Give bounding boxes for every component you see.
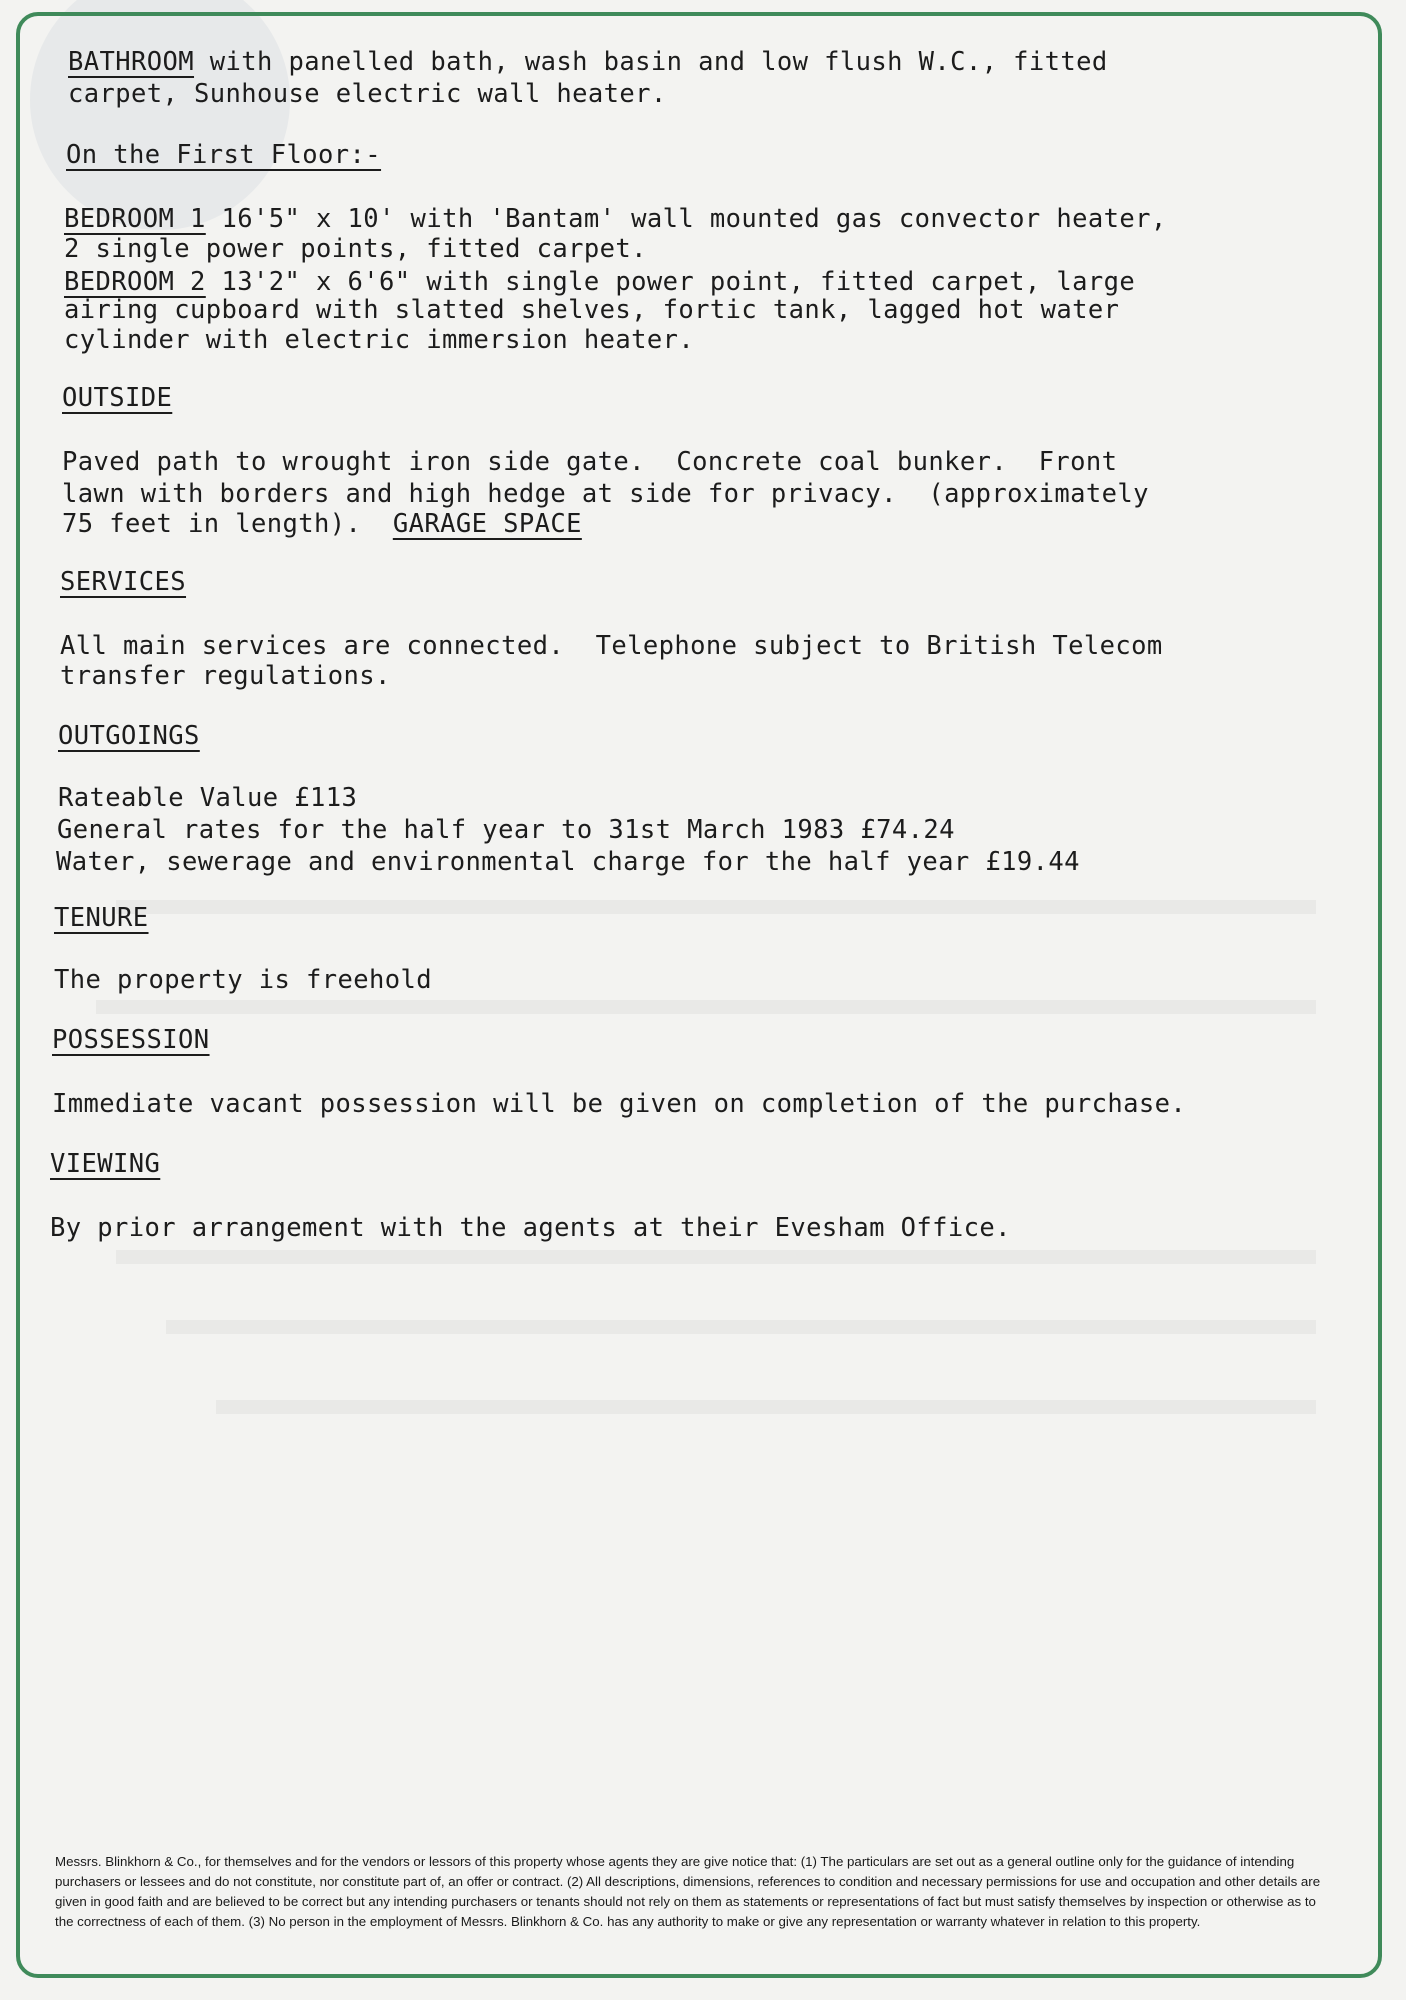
viewing-line-1: By prior arrangement with the agents at their Evesham Office. bbox=[50, 1213, 1011, 1243]
possession-line-1: Immediate vacant possession will be given on completion of the purchase. bbox=[52, 1089, 1187, 1119]
tenure-heading: TENURE bbox=[54, 903, 149, 933]
bathroom-text: with panelled bath, wash basin and low flush W.C., fitted bbox=[194, 47, 1108, 77]
bedroom1-heading: BEDROOM 1 bbox=[64, 204, 206, 234]
services-heading: SERVICES bbox=[60, 567, 187, 597]
outside-text: 75 feet in length). bbox=[62, 509, 393, 539]
bedroom2-text: 13'2" x 6'6" with single power point, fitted carpet, large bbox=[205, 267, 1136, 297]
bedroom1-line-2: 2 single power points, fitted carpet. bbox=[64, 234, 647, 264]
viewing-heading: VIEWING bbox=[50, 1149, 161, 1179]
outgoings-line-1: Rateable Value £113 bbox=[58, 783, 358, 813]
outgoings-heading: OUTGOINGS bbox=[58, 721, 200, 751]
legal-disclaimer: Messrs. Blinkhorn & Co., for themselves and for the vendors or lessors of this property whose agents they are give notice that: (1) The particulars are set out as a general outline only for the guidance of intending purchasers or lessees and do not constitute, nor constitute part of, an offer or contract. (2) All descriptions, dimensions, references to condition and necessary permissions for use and occupation and other details are given in good faith and are believed to be correct but any intending purchasers or tenants should not rely on them as statements or representations of fact but must satisfy themselves by inspection or otherwise as to the correctness of each of them. (3) No person in the employment of Messrs. Blinkhorn & Co. has any authority to make or give any representation or warranty whatever in relation to this property. bbox=[55, 1854, 1321, 1929]
outgoings-line-3: Water, sewerage and environmental charge for the half year £19.44 bbox=[56, 847, 1080, 877]
first-floor-heading: On the First Floor:- bbox=[66, 140, 382, 170]
bathroom-line-1 bbox=[68, 47, 1108, 77]
tenure-line-1: The property is freehold bbox=[54, 965, 433, 995]
outside-line-1: Paved path to wrought iron side gate. Concrete coal bunker. Front bbox=[62, 447, 1118, 477]
bedroom2-line-3: cylinder with electric immersion heater. bbox=[64, 325, 695, 355]
outside-heading: OUTSIDE bbox=[62, 383, 173, 413]
services-line-1: All main services are connected. Telephone subject to British Telecom bbox=[60, 631, 1163, 661]
bathroom-heading: BATHROOM bbox=[68, 47, 195, 77]
bedroom1-line-1 bbox=[64, 204, 1167, 234]
outgoings-line-2: General rates for the half year to 31st March 1983 £74.24 bbox=[57, 815, 955, 845]
services-line-2: transfer regulations. bbox=[60, 661, 391, 691]
garage-space-heading: GARAGE SPACE bbox=[392, 509, 582, 539]
outside-line-2: lawn with borders and high hedge at side for privacy. (approximately bbox=[62, 479, 1149, 509]
bedroom2-line-2: airing cupboard with slatted shelves, fortic tank, lagged hot water bbox=[64, 295, 1120, 325]
bedroom2-heading: BEDROOM 2 bbox=[64, 267, 206, 297]
outside-line-3 bbox=[62, 509, 582, 539]
bedroom2-line-1 bbox=[64, 267, 1136, 297]
possession-heading: POSSESSION bbox=[52, 1025, 210, 1055]
bedroom1-text: 16'5" x 10' with 'Bantam' wall mounted gas convector heater, bbox=[205, 204, 1167, 234]
bathroom-line-2: carpet, Sunhouse electric wall heater. bbox=[68, 79, 667, 109]
